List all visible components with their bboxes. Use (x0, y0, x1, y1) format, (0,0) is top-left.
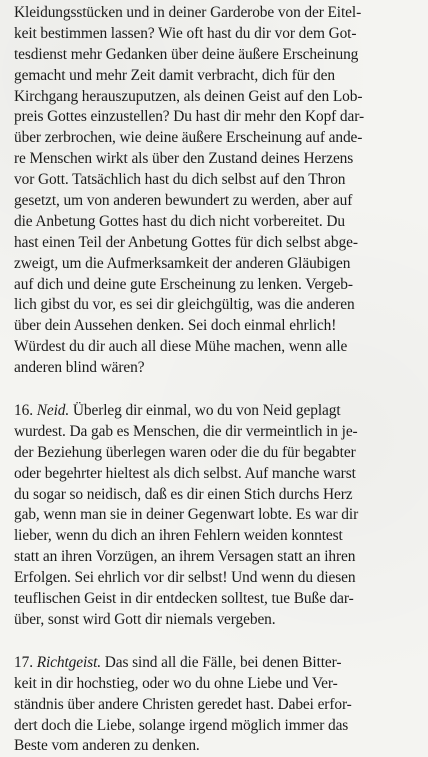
text-line: Kleidungsstücken und in deiner Garderobe von der Eitel- (14, 4, 362, 21)
text-line: du sogar so neidisch, daß es dir einen Stich durchs Herz (14, 485, 353, 503)
section-number: 17. (14, 653, 33, 671)
text-line: ständnis über andere Christen geredet hast. Dabei erfor- (14, 695, 352, 713)
text-fragment: Überleg dir einmal, wo du von Neid geplagt (69, 402, 341, 420)
text-line: Kirchgang herauszuputzen, als deinen Geist auf den Lob- (14, 87, 363, 105)
text-line: zweigt, um die Aufmerksamkeit der anderen Gläubigen (14, 254, 351, 272)
paragraph-gap (14, 631, 414, 653)
text-line: der Beziehung überlegen waren oder die du für begabter (14, 443, 356, 461)
text-line: Beste vom anderen zu denken. (14, 737, 200, 755)
paragraph-gap (14, 379, 414, 401)
text-line: hast einen Teil der Anbetung Gottes für dich selbst abge- (14, 233, 358, 251)
text-line: vor Gott. Tatsächlich hast du dich selbst auf den Thron (14, 171, 346, 189)
text-line: statt an ihren Vorzügen, an ihrem Versagen statt an ihren (14, 548, 356, 566)
text-line: lich gibst du vor, es sei dir gleichgültig, was die anderen (14, 296, 355, 314)
text-line: auf dich und deine gute Erscheinung zu lenken. Vergeb- (14, 275, 353, 293)
text-line: über dein Aussehen denken. Sei doch einmal ehrlich! (14, 317, 337, 335)
text-line: Würdest du dir auch all diese Mühe machen, wenn alle (14, 338, 348, 356)
section-heading: Neid. (36, 402, 70, 420)
text-line: über, sonst wird Gott dir niemals vergeben. (14, 610, 276, 628)
section-17-paragraph (14, 653, 414, 757)
paragraph-continued (14, 3, 414, 379)
text-fragment: Das sind all die Fälle, bei denen Bitter- (101, 653, 342, 671)
text-line: wurdest. Da gab es Menschen, die dir vermeintlich in je- (14, 422, 358, 440)
text-line: gab, wenn man sie in deiner Gegenwart lobte. Es war dir (14, 506, 359, 524)
text-line: gesetzt, um von anderen bewundert zu werden, aber auf (14, 192, 353, 210)
text-line: Erfolgen. Sei ehrlich vor dir selbst! Und wenn du diesen (14, 569, 356, 587)
text-line: gemacht und mehr Zeit damit verbracht, dich für den (14, 66, 335, 84)
text-line: re Menschen wirkt als über den Zustand deines Herzens (14, 150, 354, 168)
text-line: über zerbrochen, wie deine äußere Erscheinung auf ande- (14, 129, 363, 147)
text-line: tesdienst mehr Gedanken über deine äußere Erscheinung (14, 45, 359, 63)
section-16-paragraph (14, 401, 414, 631)
text-line: teuflischen Geist in dir entdecken solltest, tue Buße dar- (14, 590, 354, 608)
section-16-first-line (14, 401, 414, 422)
text-line: oder begehrter hieltest als dich selbst. Auf manche warst (14, 464, 356, 482)
text-line: anderen blind wären? (14, 359, 145, 377)
text-line: keit bestimmen lassen? Wie oft hast du dir vor dem Got- (14, 24, 357, 42)
text-line: lieber, wenn du dich an ihren Fehlern weiden konntest (14, 527, 343, 545)
text-line: die Anbetung Gottes hast du dich nicht vorbereitet. Du (14, 212, 345, 230)
text-line: dert doch die Liebe, solange irgend möglich immer das (14, 716, 349, 734)
text-line: preis Gottes einzustellen? Du hast dir mehr den Kopf dar- (14, 108, 365, 126)
section-heading: Richtgeist. (36, 653, 101, 671)
text-line: keit in dir hochstieg, oder wo du ohne Liebe und Ver- (14, 674, 338, 692)
section-17-first-line (14, 653, 414, 674)
section-number: 16. (14, 402, 33, 420)
